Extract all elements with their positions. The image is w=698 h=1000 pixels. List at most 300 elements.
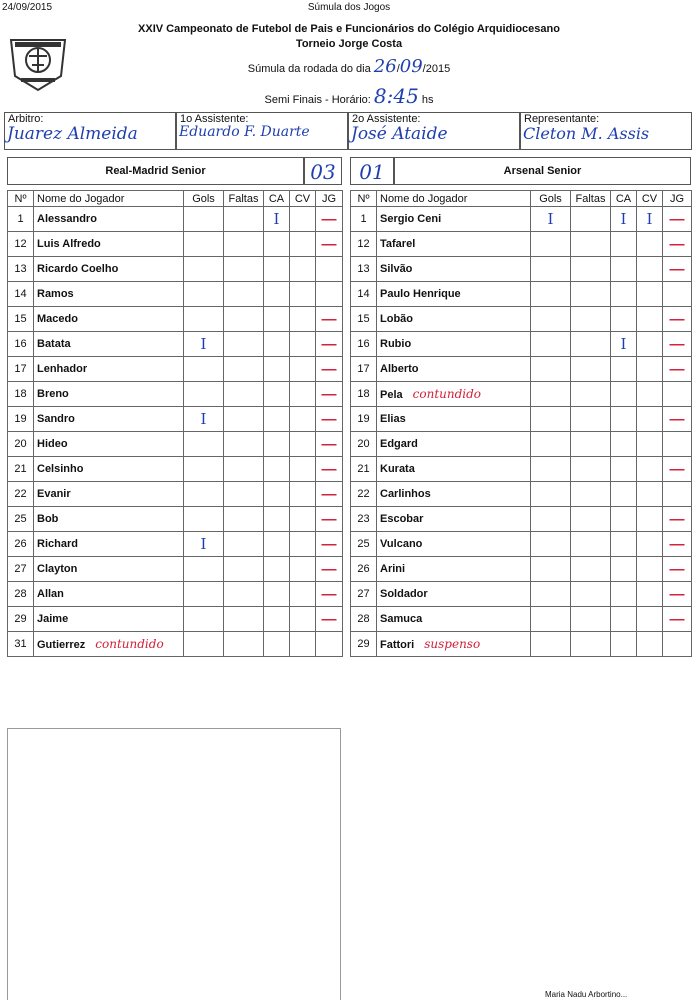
player-row <box>351 482 692 507</box>
red-card-cell <box>290 632 316 657</box>
yellow-card-cell <box>611 557 637 582</box>
player-row <box>8 232 343 257</box>
player-name-text: Alessandro <box>37 213 97 225</box>
fouls-cell <box>571 432 611 457</box>
played-cell <box>663 407 692 432</box>
player-row <box>8 457 343 482</box>
player-name <box>377 482 531 507</box>
player-name <box>34 482 184 507</box>
played-mark: — <box>669 260 685 278</box>
player-name-text: Jaime <box>37 613 69 625</box>
player-name <box>34 332 184 357</box>
played-cell <box>663 382 692 407</box>
player-name-text: Sergio Ceni <box>380 213 442 225</box>
player-name-text: Carlinhos <box>380 488 431 500</box>
player-row <box>351 382 692 407</box>
red-card-cell <box>637 632 663 657</box>
player-number <box>351 357 377 382</box>
player-number <box>351 582 377 607</box>
col-goals: Gols <box>531 191 571 207</box>
player-name <box>377 307 531 332</box>
played-mark: — <box>669 510 685 528</box>
yellow-card-cell <box>264 307 290 332</box>
fouls-cell <box>224 607 264 632</box>
red-card-cell <box>290 357 316 382</box>
player-number-text: 13 <box>14 263 27 275</box>
print-date: 24/09/2015 <box>2 2 53 13</box>
player-number-text: 1 <box>17 213 24 225</box>
player-name <box>377 507 531 532</box>
player-name <box>377 532 531 557</box>
goals-cell <box>184 382 224 407</box>
player-row <box>351 607 692 632</box>
col-ca: CA <box>264 191 290 207</box>
player-number-text: 25 <box>14 513 27 525</box>
yellow-card-cell <box>611 307 637 332</box>
round-line <box>0 56 698 77</box>
player-number-text: 31 <box>14 638 27 650</box>
player-name-text: Elias <box>380 413 406 425</box>
goals-cell <box>184 207 224 232</box>
played-cell <box>663 257 692 282</box>
player-number <box>8 632 34 657</box>
goals-cell <box>184 507 224 532</box>
away-team-name: Arsenal Senior <box>394 157 691 185</box>
player-number <box>351 557 377 582</box>
red-card-cell <box>637 457 663 482</box>
player-name <box>34 632 184 657</box>
played-cell <box>663 332 692 357</box>
yellow-card-cell <box>264 332 290 357</box>
played-mark: — <box>669 235 685 253</box>
yellow-card-cell <box>264 207 290 232</box>
player-name-text: Evanir <box>37 488 71 500</box>
player-name <box>377 632 531 657</box>
home-team-name: Real-Madrid Senior <box>7 157 304 185</box>
representative-box <box>520 112 692 150</box>
player-number-text: 20 <box>14 438 27 450</box>
phase-line <box>0 84 698 108</box>
played-cell <box>316 557 343 582</box>
player-row <box>8 382 343 407</box>
player-name-text: Breno <box>37 388 69 400</box>
played-mark: — <box>321 585 337 603</box>
played-cell <box>316 582 343 607</box>
fouls-cell <box>571 632 611 657</box>
played-mark: — <box>321 335 337 353</box>
fouls-cell <box>571 532 611 557</box>
tournament-title: Torneio Jorge Costa <box>295 38 403 50</box>
player-name-text: Fattori <box>380 639 415 651</box>
col-name: Nome do Jogador <box>377 191 531 207</box>
yellow-card-cell <box>264 382 290 407</box>
played-cell <box>663 457 692 482</box>
round-prefix: Súmula da rodada do dia <box>247 63 371 75</box>
played-mark: — <box>321 485 337 503</box>
red-card-cell <box>290 507 316 532</box>
player-row <box>8 507 343 532</box>
fouls-cell <box>571 557 611 582</box>
yellow-card-cell <box>611 332 637 357</box>
fouls-cell <box>571 332 611 357</box>
tally-mark: I <box>547 209 554 228</box>
fouls-cell <box>224 332 264 357</box>
col-num: Nº <box>351 191 377 207</box>
yellow-card-cell <box>611 207 637 232</box>
fouls-cell <box>224 432 264 457</box>
player-number-text: 15 <box>357 313 370 325</box>
red-card-cell <box>290 257 316 282</box>
player-name-text: Silvão <box>380 263 413 275</box>
fouls-cell <box>224 632 264 657</box>
player-number <box>351 232 377 257</box>
player-number <box>8 257 34 282</box>
player-number <box>351 482 377 507</box>
player-number <box>8 457 34 482</box>
player-row <box>8 257 343 282</box>
red-card-cell <box>290 582 316 607</box>
fouls-cell <box>571 282 611 307</box>
yellow-card-cell <box>264 257 290 282</box>
player-number-text: 20 <box>357 438 370 450</box>
player-row <box>8 532 343 557</box>
yellow-card-cell <box>264 582 290 607</box>
goals-cell <box>531 532 571 557</box>
player-name-text: Hideo <box>37 438 68 450</box>
player-name-text: Allan <box>37 588 64 600</box>
player-number-text: 19 <box>357 413 370 425</box>
player-name-text: Richard <box>37 538 78 550</box>
played-mark: — <box>321 610 337 628</box>
yellow-card-cell <box>264 532 290 557</box>
player-row <box>8 482 343 507</box>
yellow-card-cell <box>611 482 637 507</box>
yellow-card-cell <box>611 357 637 382</box>
player-number <box>351 382 377 407</box>
played-cell <box>663 307 692 332</box>
played-mark: — <box>669 585 685 603</box>
player-number-text: 18 <box>14 388 27 400</box>
played-mark: — <box>669 210 685 228</box>
goals-cell <box>531 607 571 632</box>
played-cell <box>316 532 343 557</box>
player-number <box>8 332 34 357</box>
played-mark: — <box>321 410 337 428</box>
yellow-card-cell <box>264 557 290 582</box>
red-card-cell <box>637 357 663 382</box>
player-number <box>8 207 34 232</box>
footer-text: Maria Nadu Arbortino... <box>545 990 628 999</box>
player-name <box>34 207 184 232</box>
assistant2-label: 2o Assistente: <box>352 113 421 125</box>
red-card-cell <box>637 607 663 632</box>
red-card-cell <box>290 432 316 457</box>
tally-mark: I <box>620 334 627 353</box>
player-name <box>34 582 184 607</box>
played-mark: — <box>321 460 337 478</box>
player-row <box>8 332 343 357</box>
played-mark: — <box>321 235 337 253</box>
player-number-text: 27 <box>14 563 27 575</box>
player-number-text: 26 <box>357 563 370 575</box>
fouls-cell <box>224 507 264 532</box>
arbitro-box <box>4 112 176 150</box>
yellow-card-cell <box>264 357 290 382</box>
player-name <box>377 232 531 257</box>
fouls-cell <box>571 382 611 407</box>
yellow-card-cell <box>611 457 637 482</box>
player-row <box>8 282 343 307</box>
assistant1-value: Eduardo F. Duarte <box>179 124 310 140</box>
goals-cell <box>184 557 224 582</box>
player-name <box>377 332 531 357</box>
player-number-text: 29 <box>357 638 370 650</box>
col-jg: JG <box>316 191 343 207</box>
played-cell <box>316 407 343 432</box>
fouls-cell <box>571 457 611 482</box>
home-roster-table <box>7 190 343 657</box>
goals-cell <box>531 282 571 307</box>
player-row <box>8 432 343 457</box>
yellow-card-cell <box>264 407 290 432</box>
player-name-text: Lobão <box>380 313 413 325</box>
col-num: Nº <box>8 191 34 207</box>
fouls-cell <box>224 482 264 507</box>
goals-cell <box>184 607 224 632</box>
goals-cell <box>531 257 571 282</box>
player-name-text: Rubio <box>380 338 412 350</box>
fouls-cell <box>224 407 264 432</box>
goals-cell <box>184 582 224 607</box>
player-row <box>351 532 692 557</box>
yellow-card-cell <box>264 607 290 632</box>
player-name <box>34 407 184 432</box>
player-note: contundido <box>95 637 164 651</box>
player-name <box>377 282 531 307</box>
red-card-cell <box>637 482 663 507</box>
played-mark: — <box>321 560 337 578</box>
tally-mark: I <box>200 334 207 353</box>
representative-value: Cleton M. Assis <box>523 124 650 143</box>
player-name <box>34 232 184 257</box>
round-year: /2015 <box>422 63 451 75</box>
player-name-text: Vulcano <box>380 538 423 550</box>
player-name <box>377 557 531 582</box>
goals-cell <box>184 632 224 657</box>
goals-cell <box>531 432 571 457</box>
goals-cell <box>184 457 224 482</box>
red-card-cell <box>637 257 663 282</box>
played-mark: — <box>669 310 685 328</box>
player-name-text: Edgard <box>380 438 418 450</box>
yellow-card-cell <box>611 507 637 532</box>
yellow-card-cell <box>611 532 637 557</box>
goals-cell <box>184 307 224 332</box>
player-row <box>351 507 692 532</box>
player-name-text: Pela <box>380 389 403 401</box>
played-mark: — <box>321 510 337 528</box>
round-day: 26 <box>373 56 397 77</box>
red-card-cell <box>637 557 663 582</box>
played-mark: — <box>321 535 337 553</box>
player-number <box>351 407 377 432</box>
player-number-text: 23 <box>357 513 370 525</box>
player-name <box>377 207 531 232</box>
red-card-cell <box>290 382 316 407</box>
player-number-text: 14 <box>14 288 27 300</box>
red-card-cell <box>290 307 316 332</box>
away-score-value: 01 <box>359 160 385 184</box>
red-card-cell <box>290 332 316 357</box>
player-name-text: Soldador <box>380 588 428 600</box>
red-card-cell <box>637 532 663 557</box>
championship-title: XXIV Campeonato de Futebol de Pais e Funcionários do Colégio Arquidiocesano <box>138 23 560 35</box>
player-number-text: 15 <box>14 313 27 325</box>
played-mark: — <box>669 360 685 378</box>
tally-mark: I <box>646 209 653 228</box>
player-name <box>34 557 184 582</box>
player-row <box>351 357 692 382</box>
played-cell <box>316 507 343 532</box>
col-name: Nome do Jogador <box>34 191 184 207</box>
player-name-text: Lenhador <box>37 363 88 375</box>
player-row <box>351 632 692 657</box>
player-name-text: Gutierrez <box>37 639 86 651</box>
player-name <box>377 407 531 432</box>
player-number <box>8 507 34 532</box>
goals-cell <box>531 507 571 532</box>
player-number-text: 22 <box>14 488 27 500</box>
player-name-text: Paulo Henrique <box>380 288 461 300</box>
red-card-cell <box>290 457 316 482</box>
player-number <box>351 607 377 632</box>
player-number <box>8 282 34 307</box>
goals-cell <box>531 382 571 407</box>
player-row <box>8 607 343 632</box>
time-unit: hs <box>421 94 434 106</box>
player-name <box>34 357 184 382</box>
fouls-cell <box>224 457 264 482</box>
tally-mark: I <box>620 209 627 228</box>
player-name <box>34 532 184 557</box>
player-row <box>8 207 343 232</box>
played-cell <box>316 357 343 382</box>
player-name-text: Bob <box>37 513 59 525</box>
goals-cell <box>184 407 224 432</box>
player-number-text: 16 <box>14 338 27 350</box>
player-name <box>34 432 184 457</box>
fouls-cell <box>571 607 611 632</box>
goals-cell <box>184 532 224 557</box>
player-note: contundido <box>412 387 482 401</box>
played-cell <box>663 507 692 532</box>
red-card-cell <box>637 382 663 407</box>
played-cell <box>316 232 343 257</box>
played-cell <box>316 432 343 457</box>
arbitro-value: Juarez Almeida <box>7 124 138 144</box>
player-number <box>8 307 34 332</box>
player-name-text: Ricardo Coelho <box>37 263 119 275</box>
played-cell <box>316 457 343 482</box>
player-row <box>8 632 343 657</box>
player-number <box>8 557 34 582</box>
played-mark: — <box>669 535 685 553</box>
played-cell <box>663 282 692 307</box>
played-cell <box>663 607 692 632</box>
document-title: Súmula dos Jogos <box>307 2 391 13</box>
player-name <box>34 257 184 282</box>
player-number <box>351 207 377 232</box>
fouls-cell <box>224 532 264 557</box>
fouls-cell <box>571 257 611 282</box>
played-cell <box>663 582 692 607</box>
tally-mark: I <box>200 534 207 553</box>
fouls-cell <box>224 582 264 607</box>
yellow-card-cell <box>264 482 290 507</box>
col-ca: CA <box>611 191 637 207</box>
player-name <box>34 307 184 332</box>
yellow-card-cell <box>264 457 290 482</box>
player-number <box>8 607 34 632</box>
player-number-text: 13 <box>357 263 370 275</box>
away-roster-table <box>350 190 692 657</box>
played-mark: — <box>321 210 337 228</box>
player-row <box>351 282 692 307</box>
played-mark: — <box>321 435 337 453</box>
player-number-text: 17 <box>357 363 370 375</box>
home-score <box>304 157 342 185</box>
goals-cell <box>184 282 224 307</box>
goals-cell <box>184 232 224 257</box>
red-card-cell <box>637 307 663 332</box>
goals-cell <box>184 432 224 457</box>
col-cv: CV <box>637 191 663 207</box>
played-cell <box>316 332 343 357</box>
fouls-cell <box>571 307 611 332</box>
fouls-cell <box>224 307 264 332</box>
fouls-cell <box>224 557 264 582</box>
player-number <box>351 282 377 307</box>
col-fouls: Faltas <box>571 191 611 207</box>
played-mark: — <box>669 410 685 428</box>
player-number <box>8 482 34 507</box>
player-row <box>351 257 692 282</box>
player-number <box>351 532 377 557</box>
player-name-text: Samuca <box>380 613 423 625</box>
assistant2-value: José Ataide <box>351 124 448 144</box>
yellow-card-cell <box>611 632 637 657</box>
played-cell <box>663 232 692 257</box>
arbitro-label: Arbitro: <box>8 113 44 125</box>
yellow-card-cell <box>264 232 290 257</box>
played-mark: — <box>321 385 337 403</box>
player-number-text: 28 <box>14 588 27 600</box>
player-name <box>377 382 531 407</box>
red-card-cell <box>637 432 663 457</box>
round-sep: / <box>396 63 400 75</box>
goals-cell <box>184 332 224 357</box>
player-number <box>8 532 34 557</box>
goals-cell <box>531 307 571 332</box>
fouls-cell <box>224 257 264 282</box>
yellow-card-cell <box>264 432 290 457</box>
player-number-text: 22 <box>357 488 370 500</box>
col-fouls: Faltas <box>224 191 264 207</box>
player-number <box>351 507 377 532</box>
player-number <box>8 382 34 407</box>
goals-cell <box>531 407 571 432</box>
played-cell <box>316 307 343 332</box>
